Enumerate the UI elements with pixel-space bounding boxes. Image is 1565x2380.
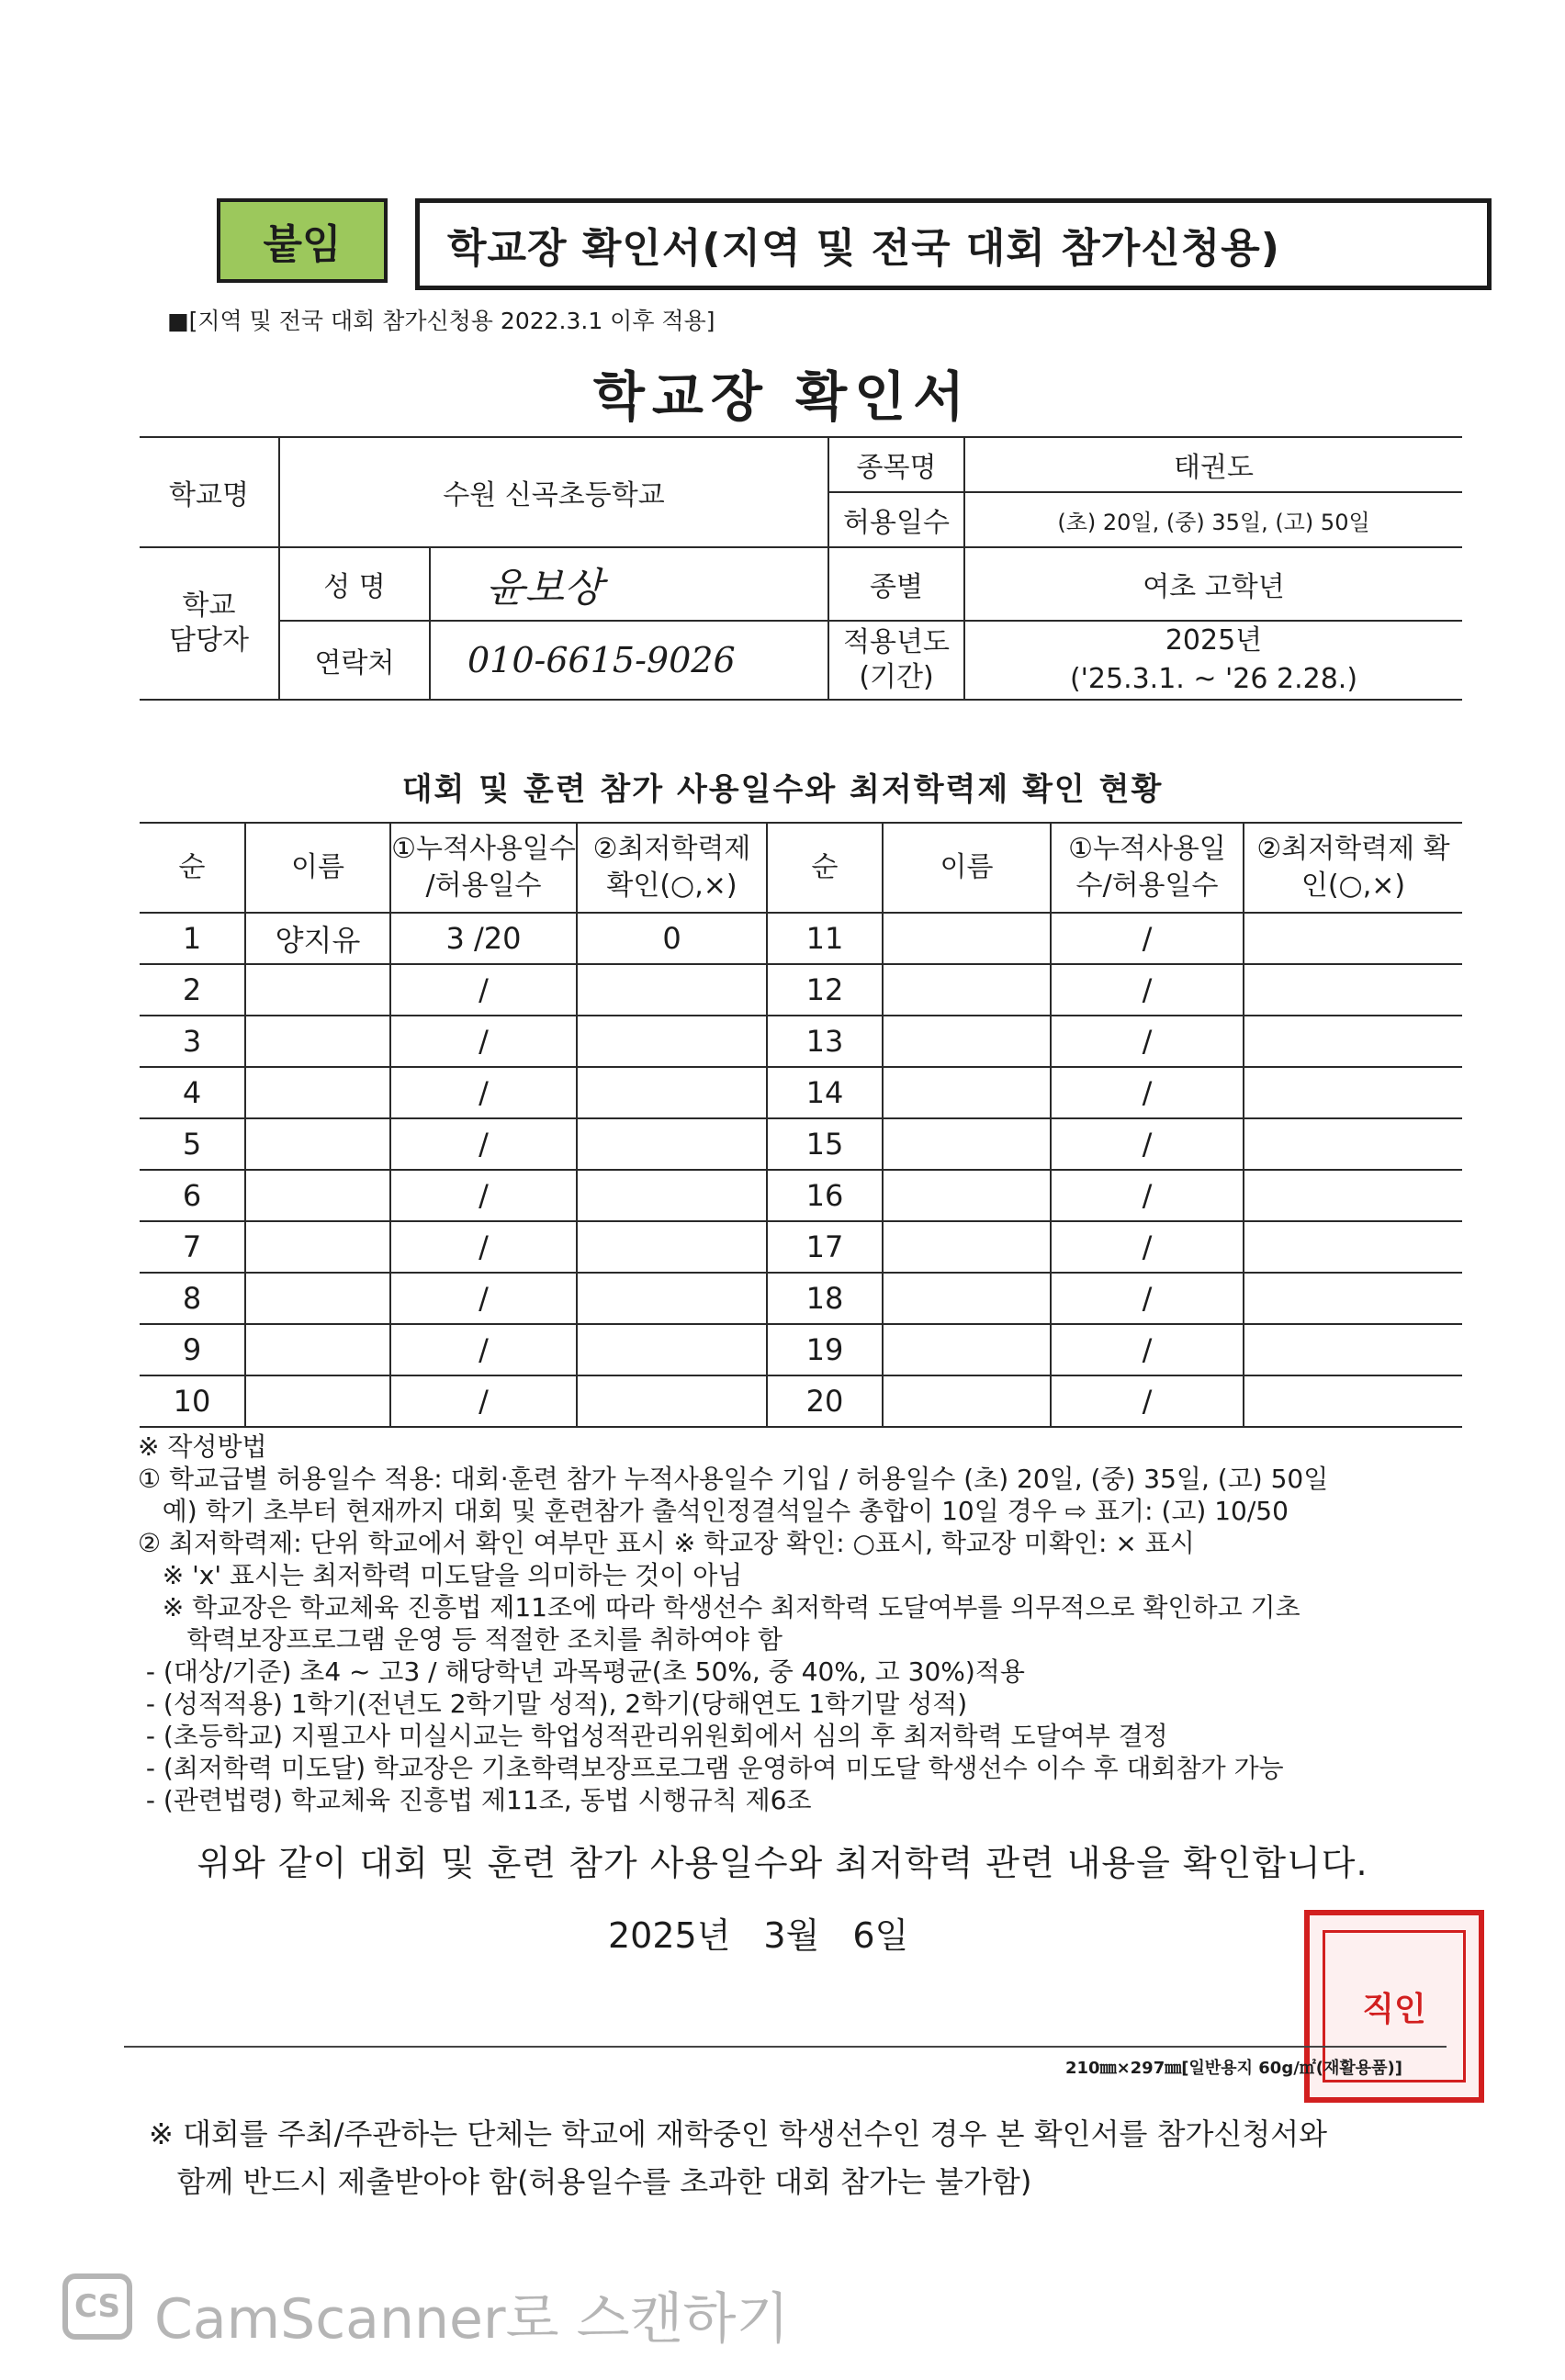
row-name [245, 1118, 390, 1170]
allowed-days-value: (초) 20일, (중) 35일, (고) 50일 [964, 492, 1462, 547]
row-days: 3 /20 [390, 913, 577, 964]
allowed-days-label: 허용일수 [828, 492, 964, 547]
instruction-line: ② 최저학력제: 단위 학교에서 확인 여부만 표시 ※ 학교장 확인: ○표시, 학교장 미확인: × 표시 [138, 1528, 1195, 1558]
col-days-right: ①누적사용일수/허용일수 [1051, 823, 1244, 913]
table-row [140, 1273, 1462, 1324]
writing-instructions [138, 1431, 1460, 1816]
row-days: / [390, 1067, 577, 1118]
year-value: 2025년 [1165, 624, 1263, 657]
school-name-value: 수원 신곡초등학교 [279, 437, 828, 547]
col-no-right: 순 [767, 823, 883, 913]
row-min [577, 964, 767, 1016]
instruction-line: ① 학교급별 허용일수 적용: 대회·훈련 참가 누적사용일수 기입 / 허용일수 (초) 20일, (중) 35일, (고) 50일 [138, 1464, 1329, 1494]
confirm-statement: 위와 같이 대회 및 훈련 참가 사용일수와 최저학력 관련 내용을 확인합니다. [197, 1843, 1368, 1883]
row-min-right [1244, 1375, 1462, 1427]
row-name-right [883, 1324, 1051, 1375]
attachment-badge: 붙임 [217, 198, 388, 283]
row-name-right [883, 1118, 1051, 1170]
instruction-line: - (대상/기준) 초4 ~ 고3 / 해당학년 과목평균(초 50%, 중 40%, 고 30%)적용 [138, 1656, 1025, 1687]
row-min-right [1244, 1170, 1462, 1221]
row-no: 8 [140, 1273, 245, 1324]
period-value: ('25.3.1. ~ '26 2.28.) [1069, 663, 1358, 695]
row-min-right [1244, 1067, 1462, 1118]
seal-text: 직인 [1362, 1990, 1426, 2028]
camscanner-watermark: CamScanner로 스캔하기 [154, 2287, 790, 2352]
row-no: 3 [140, 1016, 245, 1067]
table-row [140, 1375, 1462, 1427]
row-min: 0 [577, 913, 767, 964]
manager-label: 학교 담당자 [140, 547, 279, 700]
info-table [140, 436, 1462, 701]
row-name [245, 1067, 390, 1118]
row-min [577, 1118, 767, 1170]
usage-table [140, 822, 1462, 1428]
row-min [577, 1273, 767, 1324]
row-days-right: / [1051, 964, 1244, 1016]
row-days: / [390, 1170, 577, 1221]
row-name-right [883, 1221, 1051, 1273]
row-days-right: / [1051, 1170, 1244, 1221]
row-name [245, 1221, 390, 1273]
row-no-right: 18 [767, 1273, 883, 1324]
row-min [577, 1067, 767, 1118]
row-name: 양지유 [245, 913, 390, 964]
row-no: 10 [140, 1375, 245, 1427]
table-row [140, 1118, 1462, 1170]
row-min [577, 1324, 767, 1375]
row-days-right: / [1051, 1067, 1244, 1118]
col-min: ②최저학력제 확인(○,×) [577, 823, 767, 913]
row-name [245, 1324, 390, 1375]
row-days-right: / [1051, 913, 1244, 964]
contact-label: 연락처 [279, 621, 430, 700]
row-no-right: 20 [767, 1375, 883, 1427]
date-day: 6일 [852, 1915, 909, 1956]
row-days: / [390, 1016, 577, 1067]
row-no-right: 19 [767, 1324, 883, 1375]
row-no-right: 15 [767, 1118, 883, 1170]
row-name-right [883, 1016, 1051, 1067]
row-name-right [883, 913, 1051, 964]
page-title: 학교장 확인서 [592, 365, 973, 428]
table-row [140, 913, 1462, 964]
col-days: ①누적사용일수 /허용일수 [390, 823, 577, 913]
footer-line: 함께 반드시 제출받아야 함(허용일수를 초과한 대회 참가는 불가함) [149, 2164, 1032, 2199]
row-days: / [390, 964, 577, 1016]
instruction-line: ※ 작성방법 [138, 1431, 267, 1462]
table-row [140, 1170, 1462, 1221]
table-row [140, 1067, 1462, 1118]
footer-note [149, 2110, 1327, 2206]
instruction-line: ※ 학교장은 학교체육 진흥법 제11조에 따라 학생선수 최저학력 도달여부를 의무적으로 확인하고 기초 [138, 1592, 1300, 1622]
instruction-line: - (성적적용) 1학기(전년도 2학기말 성적), 2학기(당해연도 1학기말 성적) [138, 1689, 968, 1719]
date-year: 2025년 [608, 1915, 731, 1956]
school-name-label: 학교명 [140, 437, 279, 547]
row-min-right [1244, 1273, 1462, 1324]
row-min-right [1244, 1221, 1462, 1273]
table-row [140, 964, 1462, 1016]
year-cell [964, 621, 1462, 700]
row-name-right [883, 1170, 1051, 1221]
row-name-right [883, 1375, 1051, 1427]
row-no-right: 12 [767, 964, 883, 1016]
row-no: 1 [140, 913, 245, 964]
usage-section-title: 대회 및 훈련 참가 사용일수와 최저학력제 확인 현황 [401, 771, 1164, 808]
row-name-right [883, 1067, 1051, 1118]
row-days-right: / [1051, 1016, 1244, 1067]
row-no: 4 [140, 1067, 245, 1118]
document-header-title: 학교장 확인서(지역 및 전국 대회 참가신청용) [415, 198, 1492, 290]
row-no-right: 14 [767, 1067, 883, 1118]
row-no: 9 [140, 1324, 245, 1375]
event-label: 종목명 [828, 437, 964, 492]
row-name [245, 1170, 390, 1221]
table-row [140, 1324, 1462, 1375]
row-days-right: / [1051, 1221, 1244, 1273]
row-no: 6 [140, 1170, 245, 1221]
row-name [245, 1273, 390, 1324]
col-min-right: ②최저학력제 확인(○,×) [1244, 823, 1462, 913]
row-no-right: 16 [767, 1170, 883, 1221]
date-month: 3월 [763, 1915, 820, 1956]
table-row [140, 1221, 1462, 1273]
row-name-right [883, 1273, 1051, 1324]
row-days: / [390, 1324, 577, 1375]
row-no-right: 17 [767, 1221, 883, 1273]
instruction-line: - (초등학교) 지필고사 미실시교는 학업성적관리위원회에서 심의 후 최저학력 도달여부 결정 [138, 1721, 1168, 1751]
row-days-right: / [1051, 1118, 1244, 1170]
division-label: 종별 [828, 547, 964, 621]
issue-date [608, 1907, 941, 1958]
instruction-line: - (관련법령) 학교체육 진흥법 제11조, 동법 시행규칙 제6조 [138, 1785, 812, 1815]
row-days: / [390, 1375, 577, 1427]
row-no: 5 [140, 1118, 245, 1170]
row-min-right [1244, 913, 1462, 964]
col-name: 이름 [245, 823, 390, 913]
row-name [245, 964, 390, 1016]
row-name-right [883, 964, 1051, 1016]
row-days: / [390, 1221, 577, 1273]
row-name [245, 1375, 390, 1427]
instruction-line: - (최저학력 미도달) 학교장은 기초학력보장프로그램 운영하여 미도달 학생선수 이수 후 대회참가 가능 [138, 1753, 1284, 1783]
row-days-right: / [1051, 1324, 1244, 1375]
applies-note: ■[지역 및 전국 대회 참가신청용 2022.3.1 이후 적용] [167, 308, 715, 334]
camscanner-logo-icon: CS [62, 2273, 132, 2340]
row-days-right: / [1051, 1273, 1244, 1324]
row-min [577, 1016, 767, 1067]
row-min-right [1244, 964, 1462, 1016]
row-no: 2 [140, 964, 245, 1016]
col-name-right: 이름 [883, 823, 1051, 913]
year-label: 적용년도 (기간) [828, 621, 964, 700]
row-name [245, 1016, 390, 1067]
instruction-line: 예) 학기 초부터 현재까지 대회 및 훈련참가 출석인정결석일수 총합이 10일 경우 ⇨ 표기: (고) 10/50 [138, 1496, 1289, 1526]
row-min-right [1244, 1324, 1462, 1375]
row-days: / [390, 1273, 577, 1324]
row-no-right: 13 [767, 1016, 883, 1067]
table-row [140, 1016, 1462, 1067]
col-no: 순 [140, 823, 245, 913]
name-label: 성 명 [279, 547, 430, 621]
usage-header-row [140, 823, 1462, 913]
row-days-right: / [1051, 1375, 1244, 1427]
event-value: 태권도 [964, 437, 1462, 492]
footer-line: ※ 대회를 주최/주관하는 단체는 학교에 재학중인 학생선수인 경우 본 확인서를 참가신청서와 [149, 2116, 1328, 2151]
row-min [577, 1170, 767, 1221]
row-min [577, 1221, 767, 1273]
contact-value: 010-6615-9026 [430, 621, 828, 700]
row-min-right [1244, 1016, 1462, 1067]
manager-signature: 윤보상 [430, 547, 828, 621]
instruction-line: ※ 'x' 표시는 최저학력 미도달을 의미하는 것이 아님 [138, 1560, 743, 1590]
row-min-right [1244, 1118, 1462, 1170]
row-days: / [390, 1118, 577, 1170]
row-no: 7 [140, 1221, 245, 1273]
division-value: 여초 고학년 [964, 547, 1462, 621]
row-no-right: 11 [767, 913, 883, 964]
divider [124, 2046, 1447, 2048]
instruction-line: 학력보장프로그램 운영 등 적절한 조치를 취하여야 함 [138, 1624, 782, 1655]
paper-spec: 210㎜×297㎜[일반용지 60g/㎡(재활용품)] [1065, 2059, 1403, 2078]
row-min [577, 1375, 767, 1427]
